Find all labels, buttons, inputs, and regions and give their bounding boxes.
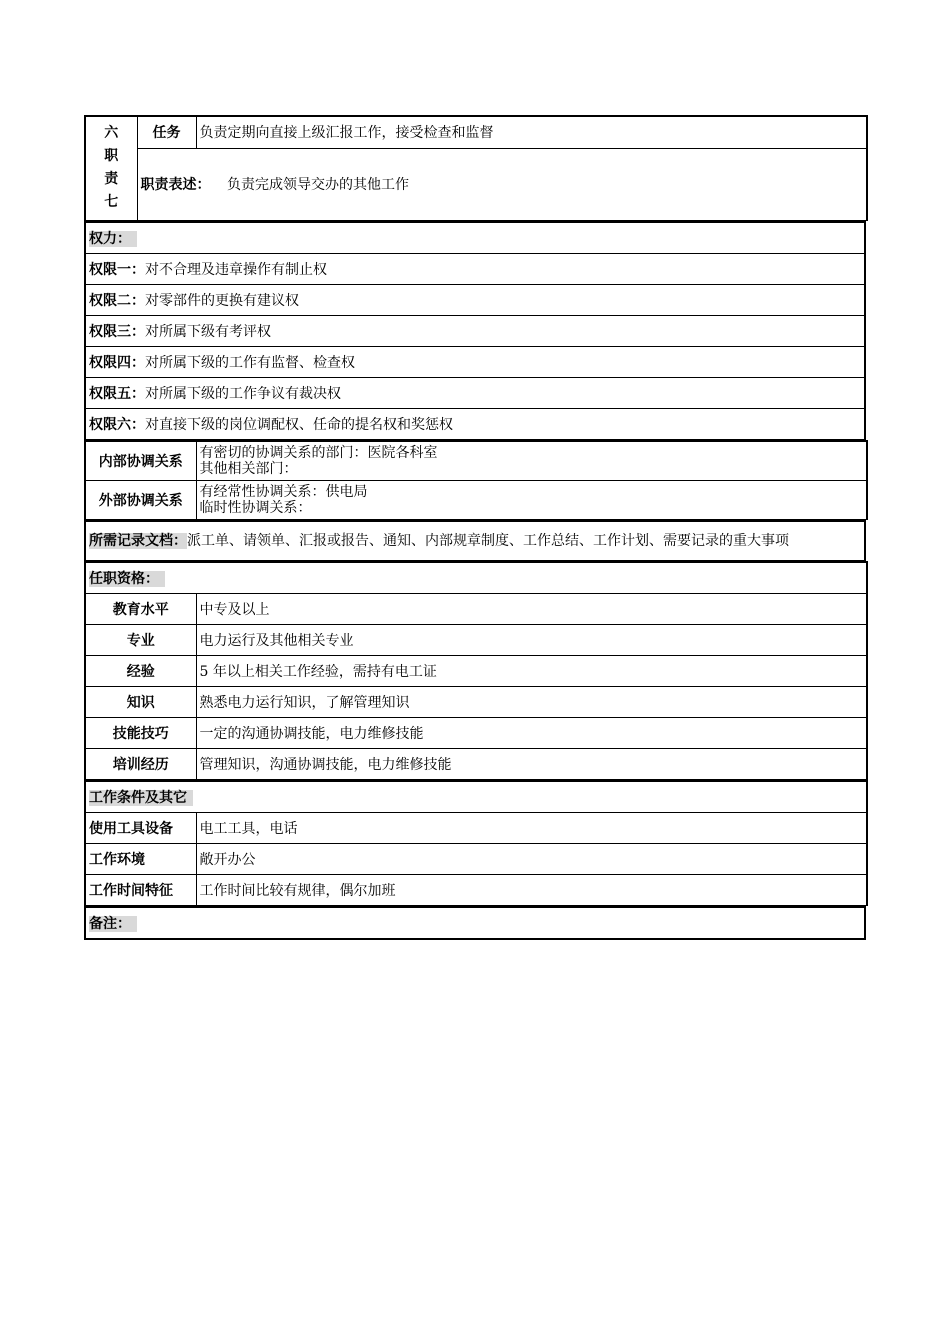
task-label: 任务 (137, 116, 196, 148)
qualifications-title: 任职资格： (89, 571, 165, 587)
authority-item-1: 权限一：对不合理及违章操作有制止权 (85, 253, 865, 284)
records-table (84, 520, 866, 562)
statement-label: 职责表述： (140, 177, 211, 193)
internal-relations-label: 内部协调关系 (85, 441, 196, 481)
task-text: 负责定期向直接上级汇报工作，接受检查和监督 (196, 116, 867, 148)
cond-text-hours: 工作时间比较有规律，偶尔加班 (196, 875, 867, 906)
authority-table (84, 221, 866, 440)
external-line-1: 有经常性协调关系：供电局 (199, 483, 368, 500)
duty-vertical-char-1: 六 (104, 125, 119, 142)
duty-statement (137, 148, 867, 220)
notes-cell (85, 907, 865, 939)
cond-label-hours: 工作时间特征 (85, 875, 196, 906)
notes-label: 备注： (89, 916, 137, 932)
qual-label-skills: 技能技巧 (85, 718, 196, 749)
qual-label-knowledge: 知识 (85, 687, 196, 718)
qual-text-training: 管理知识，沟通协调技能，电力维修技能 (196, 749, 867, 780)
authority-item-6: 权限六：对直接下级的岗位调配权、任命的提名权和奖惩权 (85, 408, 865, 439)
records-text: 派工单、请领单、汇报或报告、通知、内部规章制度、工作总结、工作计划、需要记录的重大事项 (187, 532, 789, 549)
duty-vertical-char-3: 责 (104, 171, 119, 188)
cond-text-environment: 敞开办公 (196, 844, 867, 875)
authority-item-5: 权限五：对所属下级的工作争议有裁决权 (85, 377, 865, 408)
conditions-table (84, 780, 868, 906)
duty-vertical-label (85, 116, 137, 220)
authority-item-4: 权限四：对所属下级的工作有监督、检查权 (85, 346, 865, 377)
internal-relations-text (196, 441, 867, 481)
qual-text-experience: 5 年以上相关工作经验，需持有电工证 (196, 656, 867, 687)
relations-table (84, 440, 868, 520)
job-description-table (84, 115, 866, 940)
qual-text-education: 中专及以上 (196, 594, 867, 625)
duty-vertical-char-2: 职 (104, 148, 119, 165)
cond-label-environment: 工作环境 (85, 844, 196, 875)
external-relations-label: 外部协调关系 (85, 480, 196, 519)
duty-table (84, 115, 868, 221)
records-cell (85, 521, 865, 561)
qual-text-skills: 一定的沟通协调技能，电力维修技能 (196, 718, 867, 749)
authority-title: 权力： (89, 231, 137, 247)
cond-label-tools: 使用工具设备 (85, 813, 196, 844)
notes-table (84, 906, 866, 940)
qualifications-title-cell (85, 562, 867, 594)
qual-label-experience: 经验 (85, 656, 196, 687)
qual-label-training: 培训经历 (85, 749, 196, 780)
internal-line-1: 有密切的协调关系的部门：医院各科室 (199, 444, 438, 461)
conditions-title: 工作条件及其它 (89, 790, 193, 806)
qual-label-education: 教育水平 (85, 594, 196, 625)
qual-label-major: 专业 (85, 625, 196, 656)
qualifications-table (84, 561, 868, 780)
statement-text: 负责完成领导交办的其他工作 (226, 177, 409, 193)
authority-item-2: 权限二：对零部件的更换有建议权 (85, 284, 865, 315)
cond-text-tools: 电工工具，电话 (196, 813, 867, 844)
conditions-title-cell (85, 781, 867, 813)
external-line-2: 临时性协调关系： (199, 499, 312, 516)
internal-line-2: 其他相关部门： (199, 460, 298, 477)
authority-item-3: 权限三：对所属下级有考评权 (85, 315, 865, 346)
external-relations-text (196, 480, 867, 519)
duty-vertical-char-4: 七 (104, 194, 119, 211)
authority-title-cell (85, 222, 865, 254)
qual-text-knowledge: 熟悉电力运行知识，了解管理知识 (196, 687, 867, 718)
records-label: 所需记录文档： (89, 532, 187, 549)
qual-text-major: 电力运行及其他相关专业 (196, 625, 867, 656)
